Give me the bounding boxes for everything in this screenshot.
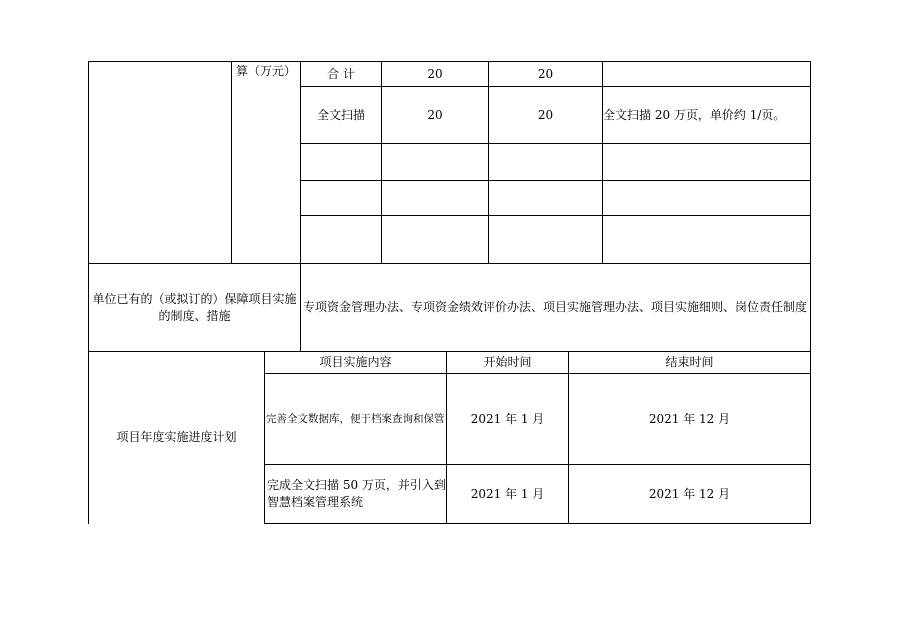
budget-label-tail: 算（万元） [235, 64, 296, 78]
budget-row-scan-note: 全文扫描 20 万页，单价约 1/页。 [603, 107, 786, 122]
budget-row-total-note [603, 62, 810, 86]
schedule-header-end: 结束时间 [665, 355, 714, 369]
schedule-label: 项目年度实施进度计划 [116, 430, 237, 444]
budget-row-scan-col2: 20 [537, 107, 554, 122]
schedule-row-1-content: 完善全文数据库，便于档案查询和保管 [266, 412, 445, 425]
system-label: 单位已有的（或拟订的）保障项目实施的制度、措施 [92, 291, 297, 323]
schedule-row-1-start: 2021 年 1 月 [470, 411, 545, 426]
budget-row-total-col2: 20 [537, 66, 554, 81]
schedule-header-content: 项目实施内容 [319, 355, 392, 369]
schedule-row-2-end: 2021 年 12 月 [648, 486, 731, 501]
budget-row-total-col1: 20 [427, 66, 443, 81]
budget-row-scan-item: 全文扫描 [316, 107, 365, 122]
schedule-row-2-content: 完成全文扫描 50 万页，并引入到智慧档案管理系统 [267, 478, 446, 509]
schedule-row-2-start: 2021 年 1 月 [470, 486, 545, 501]
budget-row-scan-col1: 20 [427, 107, 443, 122]
schedule-row-1-end: 2021 年 12 月 [648, 411, 731, 426]
system-content: 专项资金管理办法、专项资金绩效评价办法、项目实施管理办法、项目实施细则、岗位责任制度 [303, 300, 808, 314]
budget-row-total-item: 合 计 [327, 66, 355, 81]
schedule-header-start: 开始时间 [483, 355, 532, 369]
